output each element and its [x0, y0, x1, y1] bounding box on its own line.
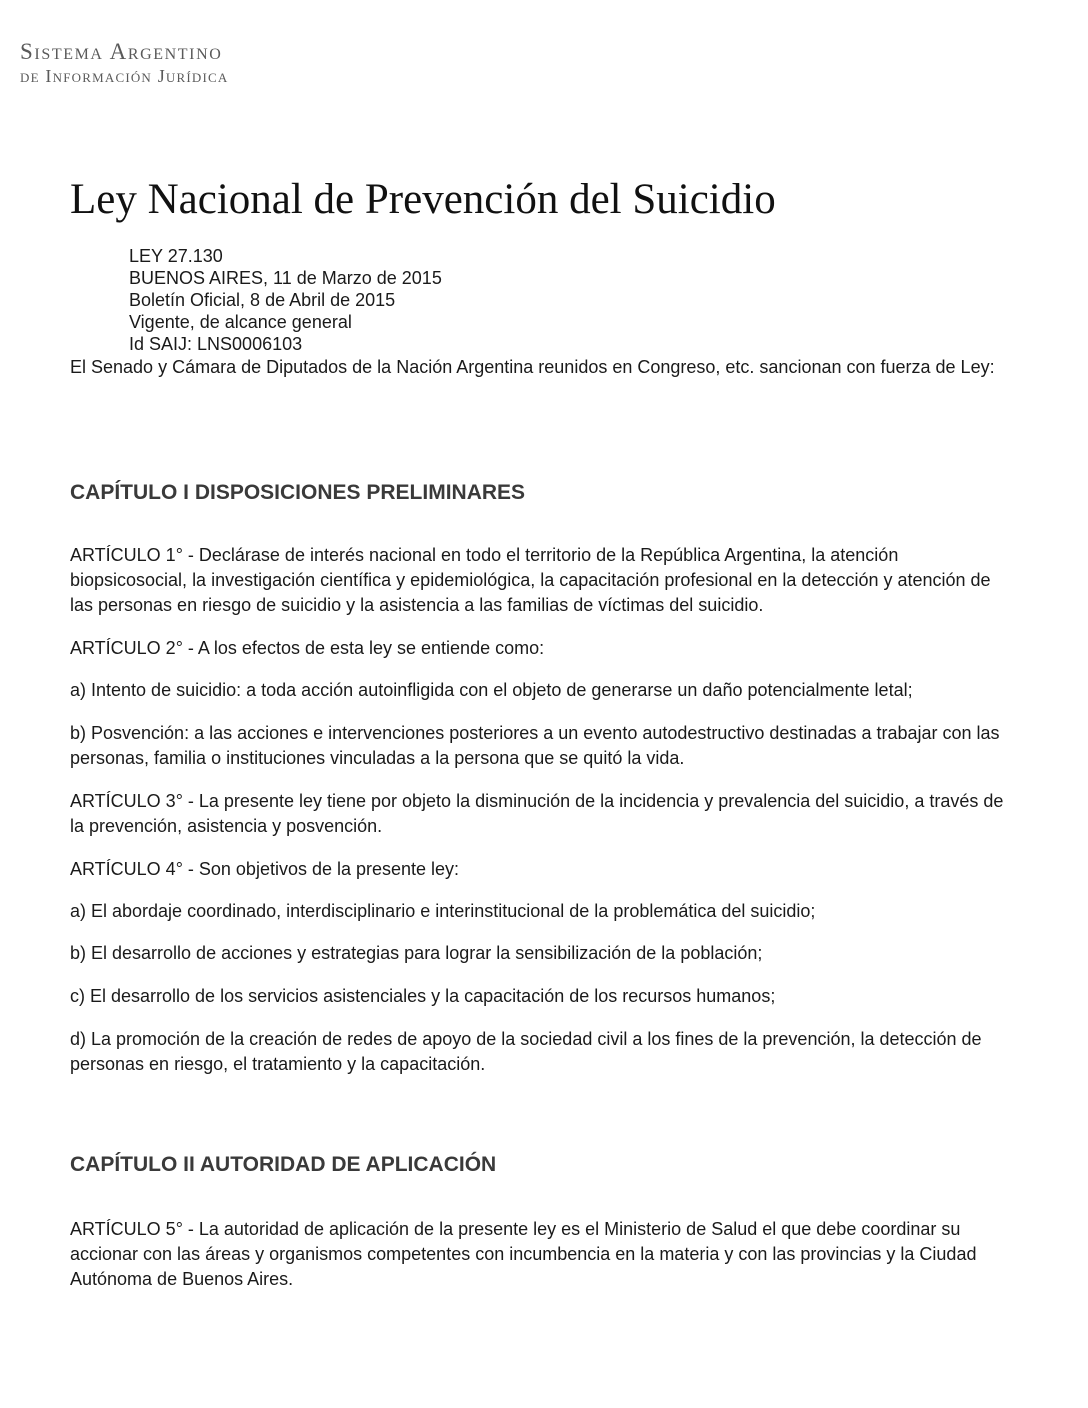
chapter-2-heading: CAPÍTULO II AUTORIDAD DE APLICACIÓN	[70, 1153, 497, 1176]
article-4-item-a: a) El abordaje coordinado, interdisciplinario e interinstitucional de la problemática del suicidio;	[70, 901, 816, 921]
article-4-item-b: b) El desarrollo de acciones y estrategias para lograr la sensibilización de la población;	[70, 943, 763, 963]
law-number: LEY 27.130	[129, 246, 223, 266]
article-1: ARTÍCULO 1° - Declárase de interés nacional en todo el territorio de la República Argentina, la atención biopsicosocial, la investigación científica y epidemiológica, la capacitación profesional en la detección y atención de las personas en riesgo de suicidio y la asistencia a las familias de víctimas del suicidio.	[70, 545, 991, 615]
logo-line-2: de Información Jurídica	[20, 66, 229, 86]
document-title: Ley Nacional de Prevención del Suicidio	[70, 176, 776, 223]
law-metadata	[129, 245, 442, 355]
preamble: El Senado y Cámara de Diputados de la Nación Argentina reunidos en Congreso, etc. sancionan con fuerza de Ley:	[70, 357, 995, 377]
article-4: ARTÍCULO 4° - Son objetivos de la presente ley:	[70, 859, 460, 879]
article-4-item-d: d) La promoción de la creación de redes de apoyo de la sociedad civil a los fines de la prevención, la detección de personas en riesgo, el tratamiento y la capacitación.	[70, 1029, 982, 1074]
logo-line-1: Sistema Argentino	[20, 39, 223, 64]
article-4-item-c: c) El desarrollo de los servicios asistenciales y la capacitación de los recursos humanos;	[70, 986, 776, 1006]
saij-logo	[20, 40, 229, 85]
law-publication: Boletín Oficial, 8 de Abril de 2015	[129, 290, 396, 310]
article-2: ARTÍCULO 2° - A los efectos de esta ley se entiende como:	[70, 638, 545, 658]
law-sanction-date: BUENOS AIRES, 11 de Marzo de 2015	[129, 268, 442, 288]
article-3: ARTÍCULO 3° - La presente ley tiene por objeto la disminución de la incidencia y prevalencia del suicidio, a través de la prevención, asistencia y posvención.	[70, 791, 1004, 836]
law-saij-id: Id SAIJ: LNS0006103	[129, 334, 303, 354]
chapter-1-heading: CAPÍTULO I DISPOSICIONES PRELIMINARES	[70, 481, 526, 504]
law-status: Vigente, de alcance general	[129, 312, 352, 332]
article-2-item-a: a) Intento de suicidio: a toda acción autoinfligida con el objeto de generarse un daño potencialmente letal;	[70, 680, 913, 700]
article-2-item-b: b) Posvención: a las acciones e intervenciones posteriores a un evento autodestructivo destinadas a trabajar con las personas, familia o instituciones vinculadas a la persona que se quitó la vida.	[70, 723, 1000, 768]
article-5: ARTÍCULO 5° - La autoridad de aplicación de la presente ley es el Ministerio de Salud el que debe coordinar su accionar con las áreas y organismos competentes con incumbencia en la materia y con las provincias y la Ciudad Autónoma de Buenos Aires.	[70, 1219, 977, 1289]
